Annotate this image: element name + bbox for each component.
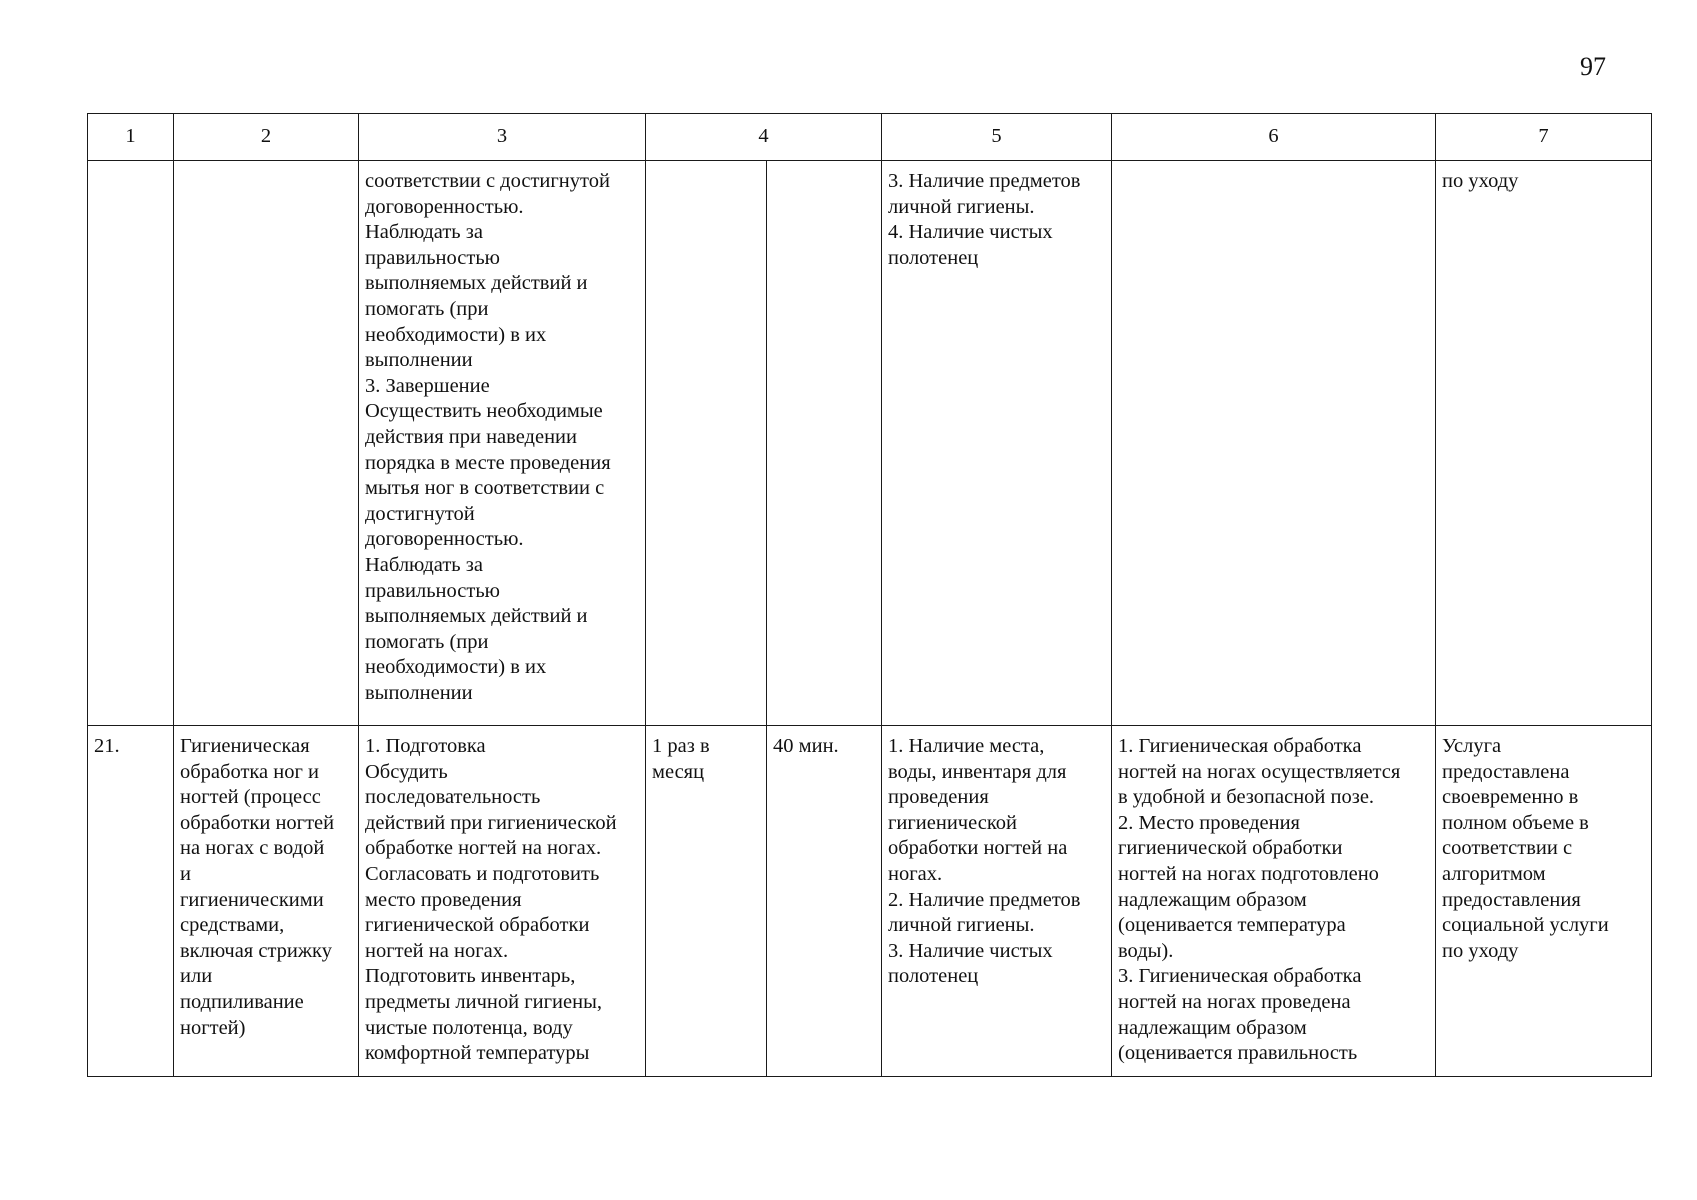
row-number-cell: 21. [88,726,174,1077]
header-col-3: 3 [359,114,646,161]
table-row-21 [88,726,1652,1077]
header-col-7: 7 [1436,114,1652,161]
conditions-cell: 3. Наличие предметов личной гигиены. 4. Наличие чистых полотенец [882,161,1112,726]
service-name-cell: Гигиеническая обработка ног и ногтей (процесс обработки ногтей на ногах с водой и гигиеническими средствами, включая стрижку или подпиливание ногтей) [174,726,359,1077]
result-evaluation-cell: Услуга предоставлена своевременно в полном объеме в соответствии с алгоритмом предоставления социальной услуги по уходу [1436,726,1652,1077]
quality-indicators-cell [1112,161,1436,726]
header-col-5: 5 [882,114,1112,161]
duration-cell [767,161,882,726]
header-col-1: 1 [88,114,174,161]
header-col-2: 2 [174,114,359,161]
duration-cell: 40 мин. [767,726,882,1077]
column-number-header-row [88,114,1652,161]
service-description-cell: соответствии с достигнутой договоренностью. Наблюдать за правильностью выполняемых действий и помогать (при необходимости) в их выполнении 3. Завершение Осуществить необходимые действия при наведении порядка в месте проведения мытья ног в соответствии с достигнутой договоренностью. Наблюдать за правильностью выполняемых действий и помогать (при необходимости) в их выполнении [359,161,646,726]
result-evaluation-cell: по уходу [1436,161,1652,726]
row-number-cell [88,161,174,726]
services-table [87,113,1652,1077]
service-name-cell [174,161,359,726]
header-col-6: 6 [1112,114,1436,161]
conditions-cell: 1. Наличие места, воды, инвентаря для проведения гигиенической обработки ногтей на ногах. 2. Наличие предметов личной гигиены. 3. Наличие чистых полотенец [882,726,1112,1077]
page-number: 97 [1580,52,1606,81]
frequency-cell: 1 раз в месяц [646,726,767,1077]
quality-indicators-cell: 1. Гигиеническая обработка ногтей на ногах осуществляется в удобной и безопасной позе. 2. Место проведения гигиенической обработки ногтей на ногах подготовлено надлежащим образом (оценивается температура воды). 3. Гигиеническая обработка ногтей на ногах проведена надлежащим образом (оценивается правильность [1112,726,1436,1077]
table-row-continued [88,161,1652,726]
service-description-cell: 1. Подготовка Обсудить последовательность действий при гигиенической обработке ногтей на ногах. Согласовать и подготовить место проведения гигиенической обработки ногтей на ногах. Подготовить инвентарь, предметы личной гигиены, чистые полотенца, воду комфортной температуры [359,726,646,1077]
header-col-4: 4 [646,114,882,161]
frequency-cell [646,161,767,726]
